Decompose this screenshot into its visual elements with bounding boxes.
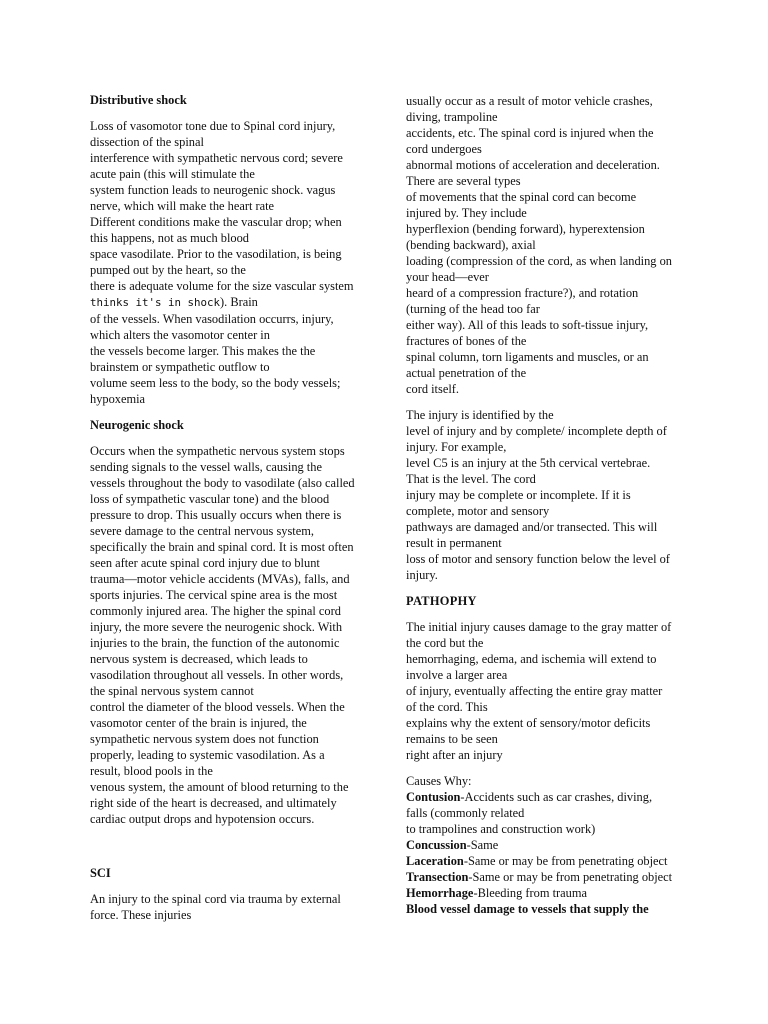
cause-concussion xyxy=(406,837,678,853)
text-line: right after an injury xyxy=(406,748,503,762)
text-line: this happens, not as much blood xyxy=(90,231,249,245)
text-line: hemorrhaging, edema, and ischemia will extend to xyxy=(406,652,657,666)
causes-section xyxy=(406,773,678,917)
pathophy-heading: PATHOPHY xyxy=(406,594,477,608)
text-line: Different conditions make the vascular drop; when xyxy=(90,215,342,229)
cause-text: -Same or may be from penetrating object xyxy=(468,870,673,884)
cause-term: Laceration xyxy=(406,854,464,868)
spacer xyxy=(90,837,358,865)
text-line: vessels throughout the body to vasodilate (also called xyxy=(90,476,355,490)
text-line: your head—ever xyxy=(406,270,489,284)
text-line: which alters the vasomotor center in xyxy=(90,328,270,342)
text-line: injury, the more severe the neurogenic shock. With xyxy=(90,620,343,634)
neurogenic-shock-heading: Neurogenic shock xyxy=(90,418,184,432)
text-line: pressure to drop. This usually occurs when there is xyxy=(90,508,342,522)
text-line: acute pain (this will stimulate the xyxy=(90,167,255,181)
text-line: properly, leading to systemic vasodilation. As a xyxy=(90,748,325,762)
text-line: injuries to the brain, the function of the autonomic xyxy=(90,636,340,650)
text-line: venous system, the amount of blood returning to the xyxy=(90,780,349,794)
text-line: volume seem less to the body, so the body vessels; xyxy=(90,376,341,390)
text-line: right side of the heart is decreased, and ultimately xyxy=(90,796,337,810)
sci-continued-paragraph xyxy=(406,93,678,397)
text-line: nerve, which will make the heart rate xyxy=(90,199,275,213)
text-line: vasomotor center of the brain is injured, the xyxy=(90,716,307,730)
text-line: involve a larger area xyxy=(406,668,508,682)
text-line: result in permanent xyxy=(406,536,502,550)
text-line: there is adequate volume for the size vascular system xyxy=(90,279,354,293)
cause-term: Contusion xyxy=(406,790,461,804)
text-line: nervous system is decreased, which leads to xyxy=(90,652,308,666)
text-line: injury. xyxy=(406,568,438,582)
text-line: Occurs when the sympathetic nervous system stops xyxy=(90,444,345,458)
neurogenic-shock-paragraph xyxy=(90,443,358,827)
text-line: (turning of the head too far xyxy=(406,302,540,316)
text-line: seen after acute spinal cord injury due to blunt xyxy=(90,556,320,570)
distributive-shock-heading: Distributive shock xyxy=(90,93,187,107)
text-line: of the cord. This xyxy=(406,700,488,714)
cause-term: Transection xyxy=(406,870,469,884)
text-line: severe damage to the central nervous system, xyxy=(90,524,314,538)
text-line: space vasodilate. Prior to the vasodilation, is being xyxy=(90,247,342,261)
text-line: injured by. They include xyxy=(406,206,527,220)
text-line: injury may be complete or incomplete. If it is xyxy=(406,488,631,502)
text-line: the cord but the xyxy=(406,636,484,650)
cause-text: -Accidents such as car crashes, diving, xyxy=(460,790,653,804)
text-line: There are several types xyxy=(406,174,521,188)
cause-text: -Same xyxy=(466,838,499,852)
cause-transection xyxy=(406,869,678,885)
cause-term: Concussion xyxy=(406,838,467,852)
text-line-mixed xyxy=(90,294,358,311)
text-line: accidents, etc. The spinal cord is injured when the xyxy=(406,126,654,140)
mono-fragment: thinks it's in shock xyxy=(90,296,221,309)
left-column xyxy=(90,92,358,933)
text-line: falls (commonly related xyxy=(406,806,525,820)
text-line: level of injury and by complete/ incomplete depth of xyxy=(406,424,667,438)
right-column xyxy=(406,93,678,927)
text-line: injury. For example, xyxy=(406,440,507,454)
sci-paragraph xyxy=(90,891,358,923)
text-line: cardiac output drops and hypotension occurs. xyxy=(90,812,315,826)
text-line: brainstem or sympathetic outflow to xyxy=(90,360,270,374)
sci-heading: SCI xyxy=(90,866,111,880)
text-line: sending signals to the vessel walls, causing the xyxy=(90,460,322,474)
text-line: system function leads to neurogenic shock. vagus xyxy=(90,183,336,197)
text-line: sympathetic nervous system does not function xyxy=(90,732,319,746)
text-line: vasodilation throughout all vessels. In other words, xyxy=(90,668,344,682)
text-line: loading (compression of the cord, as when landing on xyxy=(406,254,672,268)
text-fragment: ). Brain xyxy=(220,295,258,309)
text-line: result, blood pools in the xyxy=(90,764,213,778)
cause-text: -Same or may be from penetrating object xyxy=(463,854,668,868)
causes-heading: Causes Why: xyxy=(406,774,472,788)
cause-term: Hemorrhage xyxy=(406,886,474,900)
text-line: spinal column, torn ligaments and muscles, or an xyxy=(406,350,649,364)
text-line: cord itself. xyxy=(406,382,459,396)
text-line: either way). All of this leads to soft-tissue injury, xyxy=(406,318,649,332)
text-line: explains why the extent of sensory/motor deficits xyxy=(406,716,651,730)
text-line: fractures of bones of the xyxy=(406,334,527,348)
text-line: the spinal nervous system cannot xyxy=(90,684,254,698)
text-line: pathways are damaged and/or transected. This will xyxy=(406,520,658,534)
text-line: hyperflexion (bending forward), hyperextension xyxy=(406,222,645,236)
distributive-shock-paragraph xyxy=(90,118,358,407)
text-line: cord undergoes xyxy=(406,142,482,156)
text-line: sports injuries. The cervical spine area is the most xyxy=(90,588,338,602)
text-line: of movements that the spinal cord can become xyxy=(406,190,637,204)
injury-level-paragraph xyxy=(406,407,678,583)
text-line: Loss of vasomotor tone due to Spinal cord injury, xyxy=(90,119,336,133)
text-line: complete, motor and sensory xyxy=(406,504,550,518)
text-line: pumped out by the heart, so the xyxy=(90,263,246,277)
text-line: loss of sympathetic vascular tone) and the blood xyxy=(90,492,330,506)
text-line: to trampolines and construction work) xyxy=(406,822,596,836)
text-line: abnormal motions of acceleration and deceleration. xyxy=(406,158,660,172)
text-line: control the diameter of the blood vessels. When the xyxy=(90,700,345,714)
text-line: of the vessels. When vasodilation occurrs, injury, xyxy=(90,312,334,326)
text-line: actual penetration of the xyxy=(406,366,527,380)
text-line: That is the level. The cord xyxy=(406,472,536,486)
text-line: commonly injured area. The higher the spinal cord xyxy=(90,604,341,618)
text-line: heard of a compression fracture?), and rotation xyxy=(406,286,639,300)
cause-text: -Bleeding from trauma xyxy=(473,886,587,900)
text-line: level C5 is an injury at the 5th cervical vertebrae. xyxy=(406,456,651,470)
text-line: diving, trampoline xyxy=(406,110,498,124)
cause-hemorrhage xyxy=(406,885,678,901)
text-line: The initial injury causes damage to the gray matter of xyxy=(406,620,672,634)
text-line: usually occur as a result of motor vehicle crashes, xyxy=(406,94,653,108)
cause-laceration xyxy=(406,853,678,869)
pathophy-paragraph xyxy=(406,619,678,763)
text-line: trauma—motor vehicle accidents (MVAs), falls, and xyxy=(90,572,350,586)
text-line: hypoxemia xyxy=(90,392,146,406)
text-line: loss of motor and sensory function below the level of xyxy=(406,552,670,566)
text-line: of injury, eventually affecting the entire gray matter xyxy=(406,684,663,698)
text-line: the vessels become larger. This makes the the xyxy=(90,344,316,358)
text-line: remains to be seen xyxy=(406,732,498,746)
text-line: force. These injuries xyxy=(90,908,192,922)
cause-blood-vessel-damage: Blood vessel damage to vessels that supply the xyxy=(406,902,649,916)
text-line: The injury is identified by the xyxy=(406,408,554,422)
text-line: specifically the brain and spinal cord. It is most often xyxy=(90,540,354,554)
text-line: dissection of the spinal xyxy=(90,135,204,149)
cause-contusion xyxy=(406,789,678,805)
text-line: An injury to the spinal cord via trauma by external xyxy=(90,892,341,906)
text-line: interference with sympathetic nervous cord; severe xyxy=(90,151,343,165)
text-line: (bending backward), axial xyxy=(406,238,536,252)
